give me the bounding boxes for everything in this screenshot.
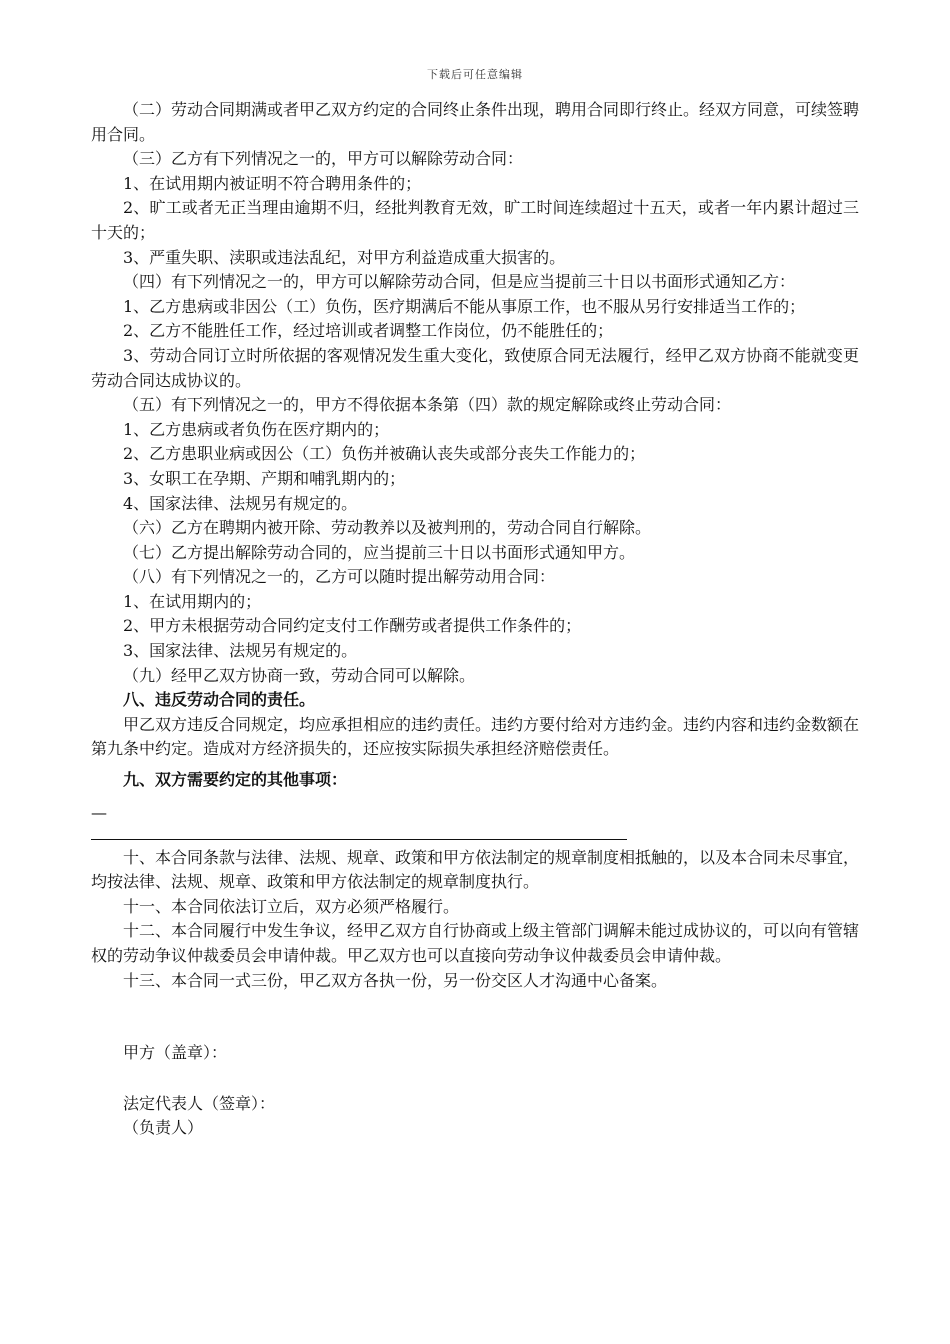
section-10: 十、本合同条款与法律、法规、规章、政策和甲方依法制定的规章制度相抵触的，以及本合同未尽事宜，均按法律、法规、规章、政策和甲方依法制定的规章制度执行。	[91, 847, 860, 892]
section-9-heading: 九、双方需要约定的其他事项：	[123, 770, 348, 790]
section-9-dash: —	[91, 802, 107, 822]
clause-2-6: （六）乙方在聘期内被开除、劳动教养以及被判刑的，劳动合同自行解除。	[123, 518, 652, 538]
document-body	[91, 98, 859, 1141]
clause-2-8-item-3: 3、国家法律、法规另有规定的。	[123, 641, 358, 661]
section-13: 十三、本合同一式三份，甲乙双方各执一份，另一份交区人才沟通中心备案。	[123, 970, 668, 990]
clause-2-4-item-1: 1、乙方患病或非因公（工）负伤，医疗期满后不能从事原工作，也不服从另行安排适当工作的；	[123, 296, 806, 316]
clause-2-5-item-2: 2、乙方患职业病或因公（工）负伤并被确认丧失或部分丧失工作能力的；	[123, 444, 646, 464]
clause-2-3: （三）乙方有下列情况之一的，甲方可以解除劳动合同：	[123, 149, 524, 169]
clause-2-5: （五）有下列情况之一的，甲方不得依据本条第（四）款的规定解除或终止劳动合同：	[123, 395, 732, 415]
fill-in-line	[91, 839, 627, 840]
clause-2-3-item-1: 1、在试用期内被证明不符合聘用条件的；	[123, 173, 422, 193]
clause-2-8-item-1: 1、在试用期内的；	[123, 591, 262, 611]
clause-2-8: （八）有下列情况之一的，乙方可以随时提出解劳动用合同：	[123, 567, 556, 587]
responsible-person: （负责人）	[123, 1118, 204, 1138]
page-header: 下载后可任意编辑	[427, 68, 523, 81]
section-11: 十一、本合同依法订立后，双方必须严格履行。	[123, 896, 460, 916]
legal-representative-signature: 法定代表人（签章）：	[123, 1093, 276, 1113]
section-12: 十二、本合同履行中发生争议，经甲乙双方自行协商或上级主管部门调解未能过成协议的，可以向有管辖权的劳动争议仲裁委员会申请仲裁。甲乙双方也可以直接向劳动争议仲裁委员会申请仲裁。	[91, 921, 860, 965]
clause-2-2: （二）劳动合同期满或者甲乙双方约定的合同终止条件出现，聘用合同即行终止。经双方同意，可续签聘用合同。	[91, 100, 860, 144]
clause-2-5-item-3: 3、女职工在孕期、产期和哺乳期内的；	[123, 468, 406, 488]
clause-2-3-item-3: 3、严重失职、渎职或违法乱纪，对甲方利益造成重大损害的。	[123, 247, 566, 267]
clause-2-8-item-2: 2、甲方未根据劳动合同约定支付工作酬劳或者提供工作条件的；	[123, 616, 582, 636]
section-8-body: 甲乙双方违反合同规定，均应承担相应的违约责任。违约方要付给对方违约金。违约内容和违约金数额在第九条中约定。造成对方经济损失的，还应按实际损失承担经济赔偿责任。	[91, 714, 860, 759]
clause-2-4-item-3: 3、劳动合同订立时所依据的客观情况发生重大变化，致使原合同无法履行，经甲乙双方协商不能就变更劳动合同达成协议的。	[91, 345, 859, 390]
party-a-seal: 甲方（盖章）：	[123, 1043, 228, 1063]
clause-2-4-item-2: 2、乙方不能胜任工作，经过培训或者调整工作岗位，仍不能胜任的；	[123, 321, 614, 341]
clause-2-5-item-4: 4、国家法律、法规另有规定的。	[123, 493, 358, 513]
clause-2-5-item-1: 1、乙方患病或者负伤在医疗期内的；	[123, 419, 390, 439]
section-8-heading: 八、违反劳动合同的责任。	[123, 690, 316, 710]
clause-2-7: （七）乙方提出解除劳动合同的，应当提前三十日以书面形式通知甲方。	[123, 542, 636, 562]
clause-2-9: （九）经甲乙双方协商一致，劳动合同可以解除。	[123, 665, 476, 685]
clause-2-4: （四）有下列情况之一的，甲方可以解除劳动合同，但是应当提前三十日以书面形式通知乙方：	[123, 272, 796, 292]
clause-2-3-item-2: 2、旷工或者无正当理由逾期不归，经批判教育无效，旷工时间连续超过十五天，或者一年内累计超过三十天的；	[91, 198, 859, 242]
